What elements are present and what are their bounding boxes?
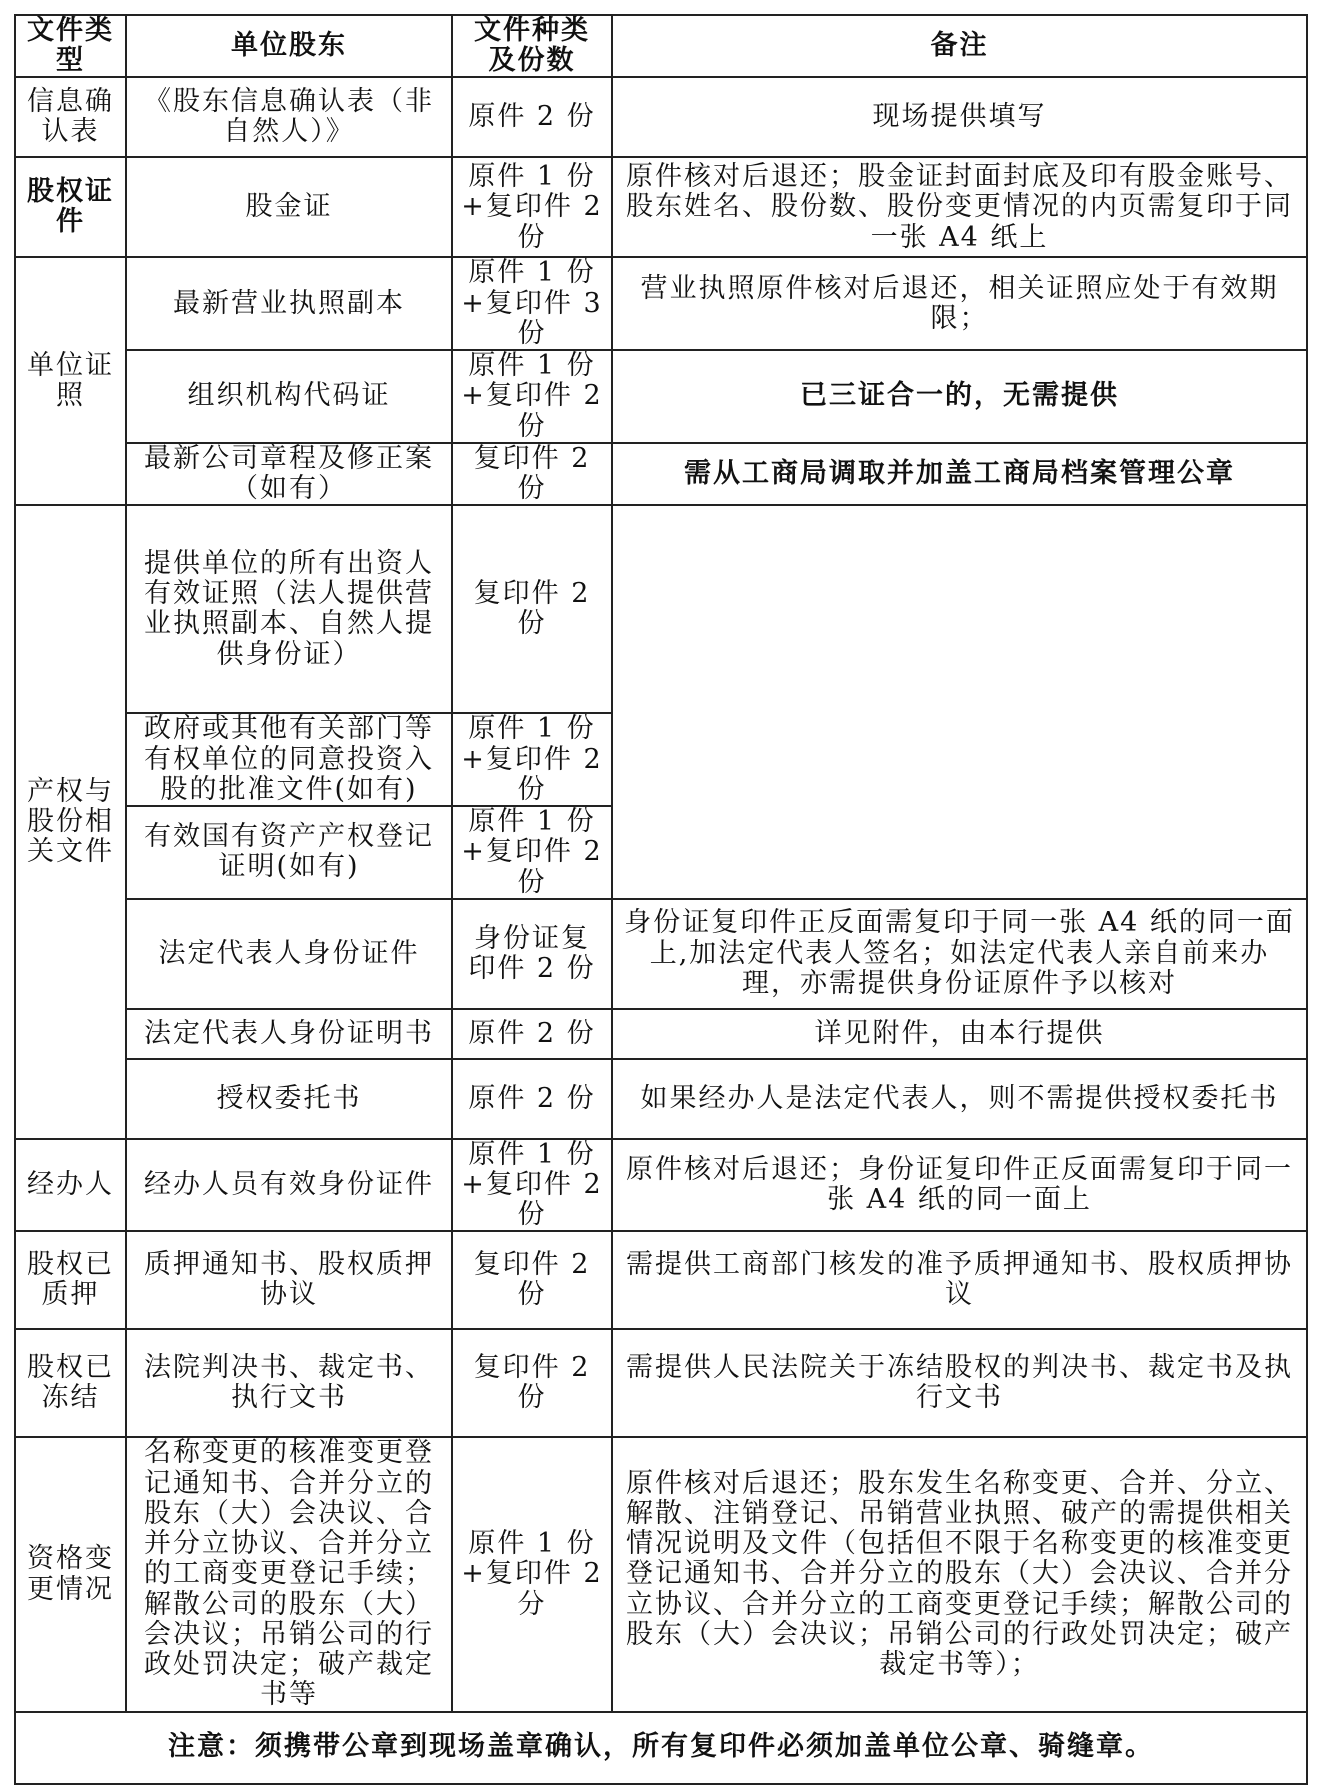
qty-cell: 原件 2 份 — [452, 1009, 612, 1059]
category-cell: 产权与股份相关文件 — [15, 505, 126, 1138]
note-cell: 详见附件，由本行提供 — [612, 1009, 1307, 1059]
item-cell: 质押通知书、股权质押协议 — [126, 1231, 452, 1329]
header-row — [15, 15, 1307, 77]
category-cell: 单位证照 — [15, 257, 126, 505]
table-row — [15, 77, 1307, 157]
category-cell: 股权证件 — [15, 157, 126, 257]
table-row — [15, 350, 1307, 443]
qty-cell: 复印件 2 份 — [452, 443, 612, 505]
table-row — [15, 899, 1307, 1009]
footer-row — [15, 1712, 1307, 1784]
table-row — [15, 257, 1307, 350]
item-cell: 政府或其他有关部门等有权单位的同意投资入股的批准文件(如有) — [126, 713, 452, 806]
qty-cell: 原件 1 份+复印件 2 份 — [452, 713, 612, 806]
category-cell: 经办人 — [15, 1139, 126, 1232]
qty-cell: 原件 1 份+复印件 2 份 — [452, 806, 612, 899]
note-cell: 需提供工商部门核发的准予质押通知书、股权质押协议 — [612, 1231, 1307, 1329]
item-cell: 授权委托书 — [126, 1059, 452, 1139]
table-row — [15, 1059, 1307, 1139]
item-cell: 组织机构代码证 — [126, 350, 452, 443]
category-cell: 信息确认表 — [15, 77, 126, 157]
item-cell: 法定代表人身份证明书 — [126, 1009, 452, 1059]
note-cell — [612, 505, 1307, 898]
note-cell: 原件核对后退还；身份证复印件正反面需复印于同一张 A4 纸的同一面上 — [612, 1139, 1307, 1232]
table-row — [15, 1329, 1307, 1437]
note-cell: 已三证合一的，无需提供 — [612, 350, 1307, 443]
note-cell: 需从工商局调取并加盖工商局档案管理公章 — [612, 443, 1307, 505]
item-cell: 经办人员有效身份证件 — [126, 1139, 452, 1232]
category-cell: 股权已冻结 — [15, 1329, 126, 1437]
note-cell: 现场提供填写 — [612, 77, 1307, 157]
item-cell: 最新公司章程及修正案（如有） — [126, 443, 452, 505]
header-item: 单位股东 — [126, 15, 452, 77]
qty-cell: 原件 1 份+复印件 2 份 — [452, 350, 612, 443]
qty-cell: 原件 1 份+复印件 2 份 — [452, 157, 612, 257]
table-row — [15, 1009, 1307, 1059]
qty-cell: 原件 2 份 — [452, 77, 612, 157]
item-cell: 提供单位的所有出资人有效证照（法人提供营业执照副本、自然人提供身份证） — [126, 505, 452, 713]
table-row — [15, 443, 1307, 505]
header-qty: 文件种类及份数 — [452, 15, 612, 77]
category-cell: 股权已质押 — [15, 1231, 126, 1329]
qty-cell: 身份证复印件 2 份 — [452, 899, 612, 1009]
item-cell: 有效国有资产产权登记证明(如有) — [126, 806, 452, 899]
header-note: 备注 — [612, 15, 1307, 77]
note-cell: 身份证复印件正反面需复印于同一张 A4 纸的同一面上,加法定代表人签名；如法定代表人亲自前来办理，亦需提供身份证原件予以核对 — [612, 899, 1307, 1009]
footer-note: 注意：须携带公章到现场盖章确认，所有复印件必须加盖单位公章、骑缝章。 — [15, 1712, 1307, 1784]
table-row — [15, 157, 1307, 257]
qty-cell: 复印件 2 份 — [452, 505, 612, 713]
item-cell: 股金证 — [126, 157, 452, 257]
note-cell: 需提供人民法院关于冻结股权的判决书、裁定书及执行文书 — [612, 1329, 1307, 1437]
item-cell: 《股东信息确认表（非自然人）》 — [126, 77, 452, 157]
qty-cell: 原件 1 份+复印件 2 分 — [452, 1437, 612, 1711]
item-cell: 名称变更的核准变更登记通知书、合并分立的股东（大）会决议、合并分立协议、合并分立的工商变更登记手续；解散公司的股东（大）会决议；吊销公司的行政处罚决定；破产裁定书等 — [126, 1437, 452, 1711]
category-cell: 资格变更情况 — [15, 1437, 126, 1711]
table-row — [15, 1437, 1307, 1711]
note-cell: 如果经办人是法定代表人，则不需提供授权委托书 — [612, 1059, 1307, 1139]
requirements-table — [14, 14, 1308, 1785]
note-cell: 营业执照原件核对后退还，相关证照应处于有效期限； — [612, 257, 1307, 350]
qty-cell: 原件 1 份+复印件 2 份 — [452, 1139, 612, 1232]
note-cell: 原件核对后退还；股东发生名称变更、合并、分立、解散、注销登记、吊销营业执照、破产的需提供相关情况说明及文件（包括但不限于名称变更的核准变更登记通知书、合并分立的股东（大）会决议、合并分立协议、合并分立的工商变更登记手续；解散公司的股东（大）会决议；吊销公司的行政处罚决定；破产裁定书等）； — [612, 1437, 1307, 1711]
qty-cell: 复印件 2 份 — [452, 1329, 612, 1437]
table-row — [15, 505, 1307, 713]
item-cell: 法定代表人身份证件 — [126, 899, 452, 1009]
table-row — [15, 1139, 1307, 1232]
item-cell: 最新营业执照副本 — [126, 257, 452, 350]
item-cell: 法院判决书、裁定书、执行文书 — [126, 1329, 452, 1437]
table-row — [15, 1231, 1307, 1329]
note-cell: 原件核对后退还；股金证封面封底及印有股金账号、股东姓名、股份数、股份变更情况的内页需复印于同一张 A4 纸上 — [612, 157, 1307, 257]
qty-cell: 复印件 2 份 — [452, 1231, 612, 1329]
qty-cell: 原件 2 份 — [452, 1059, 612, 1139]
qty-cell: 原件 1 份+复印件 3 份 — [452, 257, 612, 350]
header-type: 文件类型 — [15, 15, 126, 77]
